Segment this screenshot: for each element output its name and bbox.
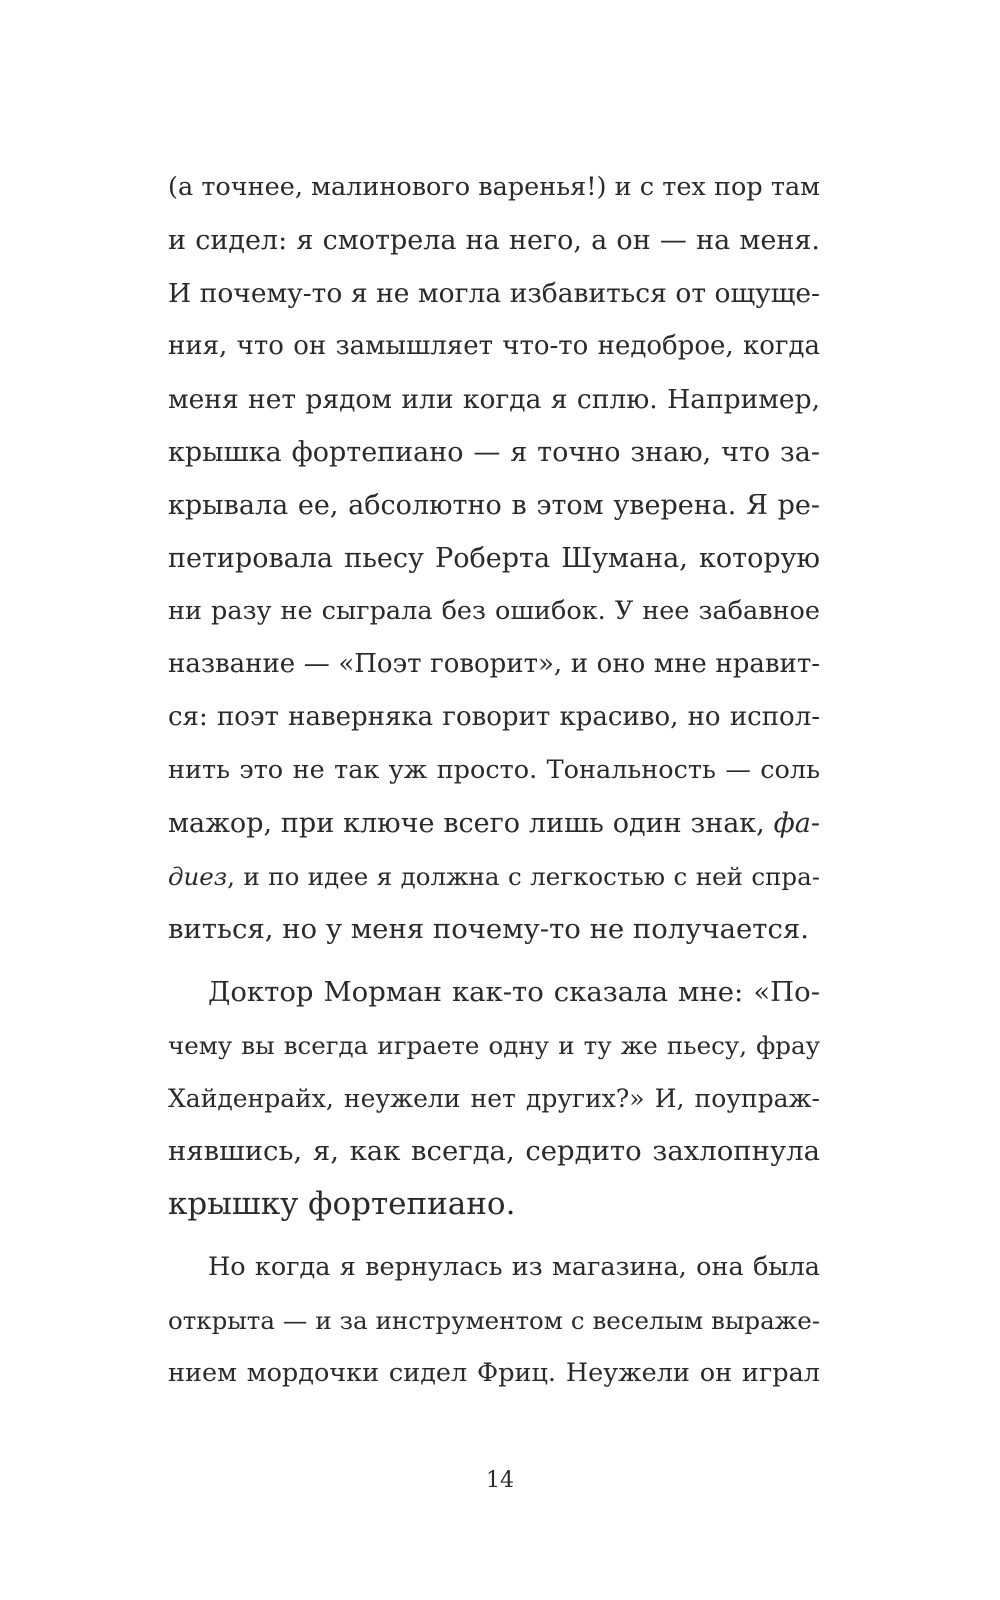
italic-term: диез	[168, 862, 228, 891]
paragraph-1	[168, 161, 820, 956]
text-line: нить это не так уж просто. Тональность — соль	[168, 755, 820, 785]
text-line: и сидел: я смотрела на него, а он — на меня.	[168, 225, 820, 256]
text-line	[168, 797, 820, 850]
text-line: ся: поэт наверняка говорит красиво, но испол-	[168, 702, 820, 732]
text-line	[168, 850, 820, 903]
text-line: петировала пьесу Роберта Шумана, которую	[168, 543, 820, 574]
paragraph-3	[168, 1241, 820, 1400]
text-line: Доктор Морман как-то сказала мне: «По-	[208, 976, 820, 1008]
text-line: виться, но у меня почему-то не получается.	[168, 913, 810, 945]
body-text	[168, 161, 820, 1400]
text-line: нявшись, я, как всегда, сердито захлопнула	[168, 1135, 820, 1167]
italic-term: фа-	[773, 808, 820, 839]
text-line: ни разу не сыграла без ошибок. У нее забавное	[168, 596, 820, 626]
text-line: открыта — и за инструментом с веселым выраже-	[168, 1306, 820, 1335]
text-line: И почему-то я не могла избавиться от ощуще-	[168, 278, 820, 309]
text-line: (а точнее, малинового варенья!) и с тех пор там	[168, 172, 820, 202]
paragraph-2	[168, 966, 820, 1231]
page-number: 14	[486, 1468, 514, 1493]
text-line: крывала ее, абсолютно в этом уверена. Я ре-	[168, 490, 820, 521]
text-line: нием мордочки сидел Фриц. Неужели он играл	[168, 1358, 820, 1388]
text-line: ния, что он замышляет что-то недоброе, когда	[168, 331, 820, 361]
text-line: Но когда я вернулась из магазина, она была	[208, 1252, 820, 1282]
text-line: меня нет рядом или когда я сплю. Например,	[168, 384, 820, 415]
text-fragment: мажор, при ключе всего лишь один знак,	[168, 808, 774, 839]
text-line: крышку фортепиано.	[168, 1186, 516, 1222]
text-line: чему вы всегда играете одну и ту же пьесу, фрау	[168, 1031, 820, 1060]
text-line: название — «Поэт говорит», и оно мне нравит-	[168, 649, 820, 679]
text-line: Хайденрайх, неужели нет других?» И, поупраж-	[168, 1084, 820, 1113]
text-line: крышка фортепиано — я точно знаю, что за-	[168, 437, 820, 468]
text-fragment: , и по идее я должна с легкостью с ней спра-	[227, 862, 820, 891]
